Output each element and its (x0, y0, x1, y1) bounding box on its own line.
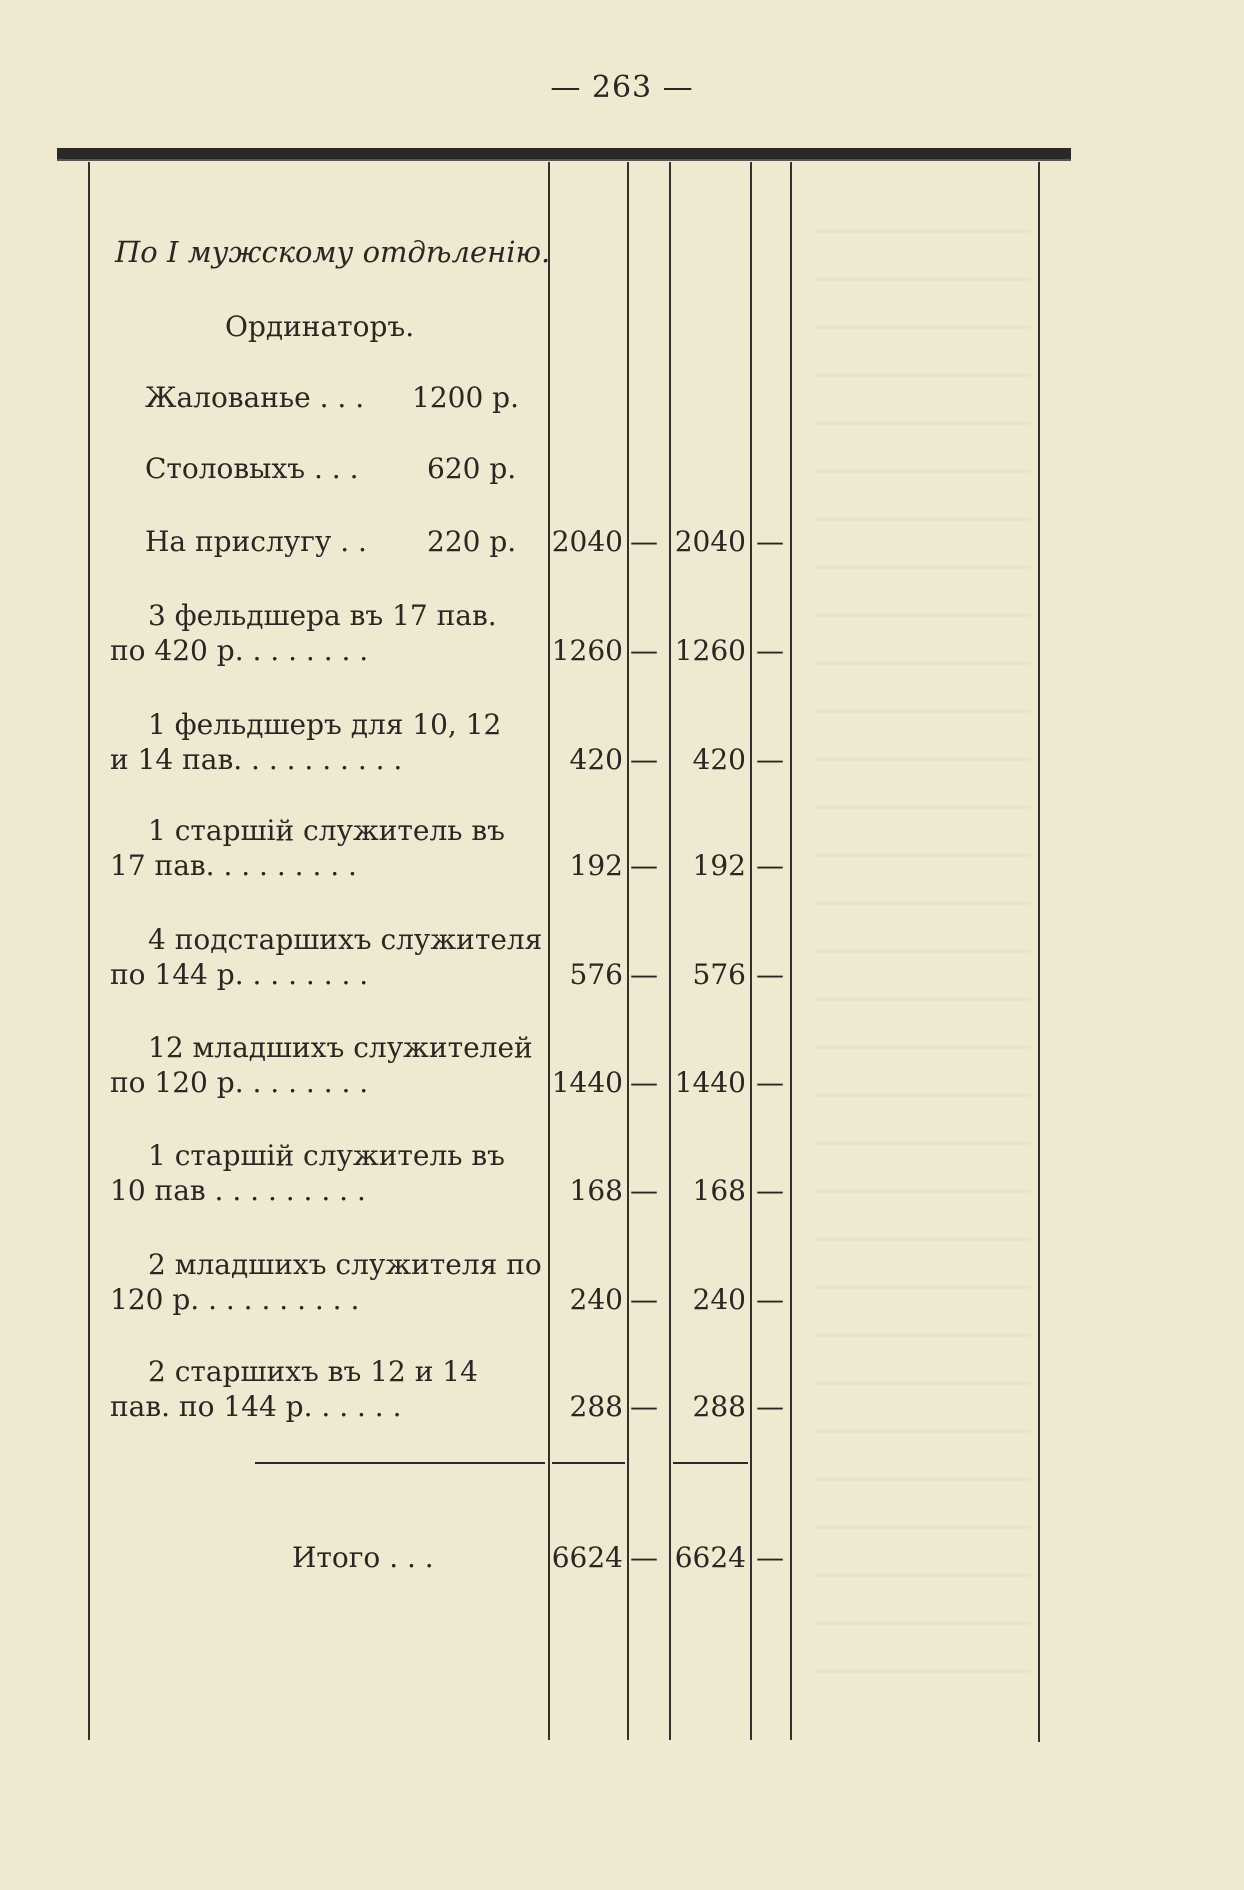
dash-col1: — (630, 958, 658, 991)
dash-col1: — (630, 1541, 658, 1574)
amount-col1: 288 (569, 1390, 623, 1423)
dash-col1: — (630, 1066, 658, 1099)
total-label: Итого . . . (292, 1541, 434, 1574)
dash-col2: — (756, 1390, 784, 1423)
column-rule-right (790, 162, 792, 1740)
dash-col1: — (630, 634, 658, 667)
amount-col1: 168 (569, 1174, 623, 1207)
total-col2: 6624 (674, 1541, 746, 1574)
row-line2: по 144 р. . . . . . . . (110, 958, 369, 991)
dash-col2: — (756, 1174, 784, 1207)
amount-col1: 240 (569, 1283, 623, 1316)
dash-col2: — (756, 958, 784, 991)
top-double-rule (57, 148, 1071, 161)
dash-col1: — (630, 849, 658, 882)
amount-col2: 1260 (674, 634, 746, 667)
dash-col1: — (630, 525, 658, 558)
dash-col2: — (756, 634, 784, 667)
column-rule-left (88, 162, 90, 1740)
column-rule-kopecks2 (750, 162, 752, 1740)
row-line1: 1 старшій служитель въ (148, 814, 505, 847)
page-number: — 263 — (550, 70, 694, 105)
row-line2: пав. по 144 р. . . . . . (110, 1390, 402, 1423)
row-line2: по 120 р. . . . . . . . (110, 1066, 369, 1099)
row-line1: 1 фельдшеръ для 10, 12 (148, 708, 502, 741)
amount-col2: 288 (692, 1390, 746, 1423)
amount-col1: 2040 (551, 525, 623, 558)
salary-item-amount: 620 р. (427, 452, 517, 485)
column-rule-amount2 (669, 162, 671, 1740)
dash-col1: — (630, 1390, 658, 1423)
row-line2: 120 р. . . . . . . . . . (110, 1283, 360, 1316)
row-line1: 3 фельдшера въ 17 пав. (148, 599, 497, 632)
salary-item-label: На прислугу . . (145, 525, 367, 558)
salary-item-amount: 220 р. (427, 525, 517, 558)
total-col1: 6624 (551, 1541, 623, 1574)
amount-col2: 576 (692, 958, 746, 991)
row-line1: 2 младшихъ служителя по (148, 1248, 542, 1281)
page-edge-rule (1038, 162, 1040, 1742)
dash-col1: — (630, 1283, 658, 1316)
amount-col1: 192 (569, 849, 623, 882)
dash-col2: — (756, 1066, 784, 1099)
row-line2: 10 пав . . . . . . . . . (110, 1174, 366, 1207)
row-line2: 17 пав. . . . . . . . . (110, 849, 357, 882)
salary-item-label: Жалованье . . . (145, 381, 365, 414)
dash-col2: — (756, 743, 784, 776)
dash-col2: — (756, 1541, 784, 1574)
amount-col2: 240 (692, 1283, 746, 1316)
amount-col1: 1440 (551, 1066, 623, 1099)
subheading: Ординаторъ. (225, 310, 415, 343)
amount-col2: 168 (692, 1174, 746, 1207)
row-line1: 2 старшихъ въ 12 и 14 (148, 1355, 478, 1388)
sum-rule (552, 1462, 625, 1464)
sum-rule (255, 1462, 545, 1464)
bleed-through-shadow (815, 230, 1030, 1700)
row-line2: и 14 пав. . . . . . . . . . (110, 743, 403, 776)
amount-col2: 420 (692, 743, 746, 776)
sum-rule (673, 1462, 748, 1464)
salary-item-label: Столовыхъ . . . (145, 452, 359, 485)
dash-col2: — (756, 1283, 784, 1316)
dash-col1: — (630, 743, 658, 776)
row-line1: 4 подстаршихъ служителя (148, 923, 543, 956)
dash-col2: — (756, 525, 784, 558)
amount-col2: 2040 (674, 525, 746, 558)
amount-col2: 1440 (674, 1066, 746, 1099)
amount-col1: 576 (569, 958, 623, 991)
column-rule-kopecks1 (627, 162, 629, 1740)
section-heading: По I мужскому отдѣленію. (115, 235, 551, 269)
row-line1: 12 младшихъ служителей (148, 1031, 533, 1064)
column-rule-amount1 (548, 162, 550, 1740)
amount-col1: 420 (569, 743, 623, 776)
dash-col1: — (630, 1174, 658, 1207)
row-line1: 1 старшій служитель въ (148, 1139, 505, 1172)
dash-col2: — (756, 849, 784, 882)
amount-col1: 1260 (551, 634, 623, 667)
amount-col2: 192 (692, 849, 746, 882)
row-line2: по 420 р. . . . . . . . (110, 634, 369, 667)
salary-item-amount: 1200 р. (412, 381, 519, 414)
